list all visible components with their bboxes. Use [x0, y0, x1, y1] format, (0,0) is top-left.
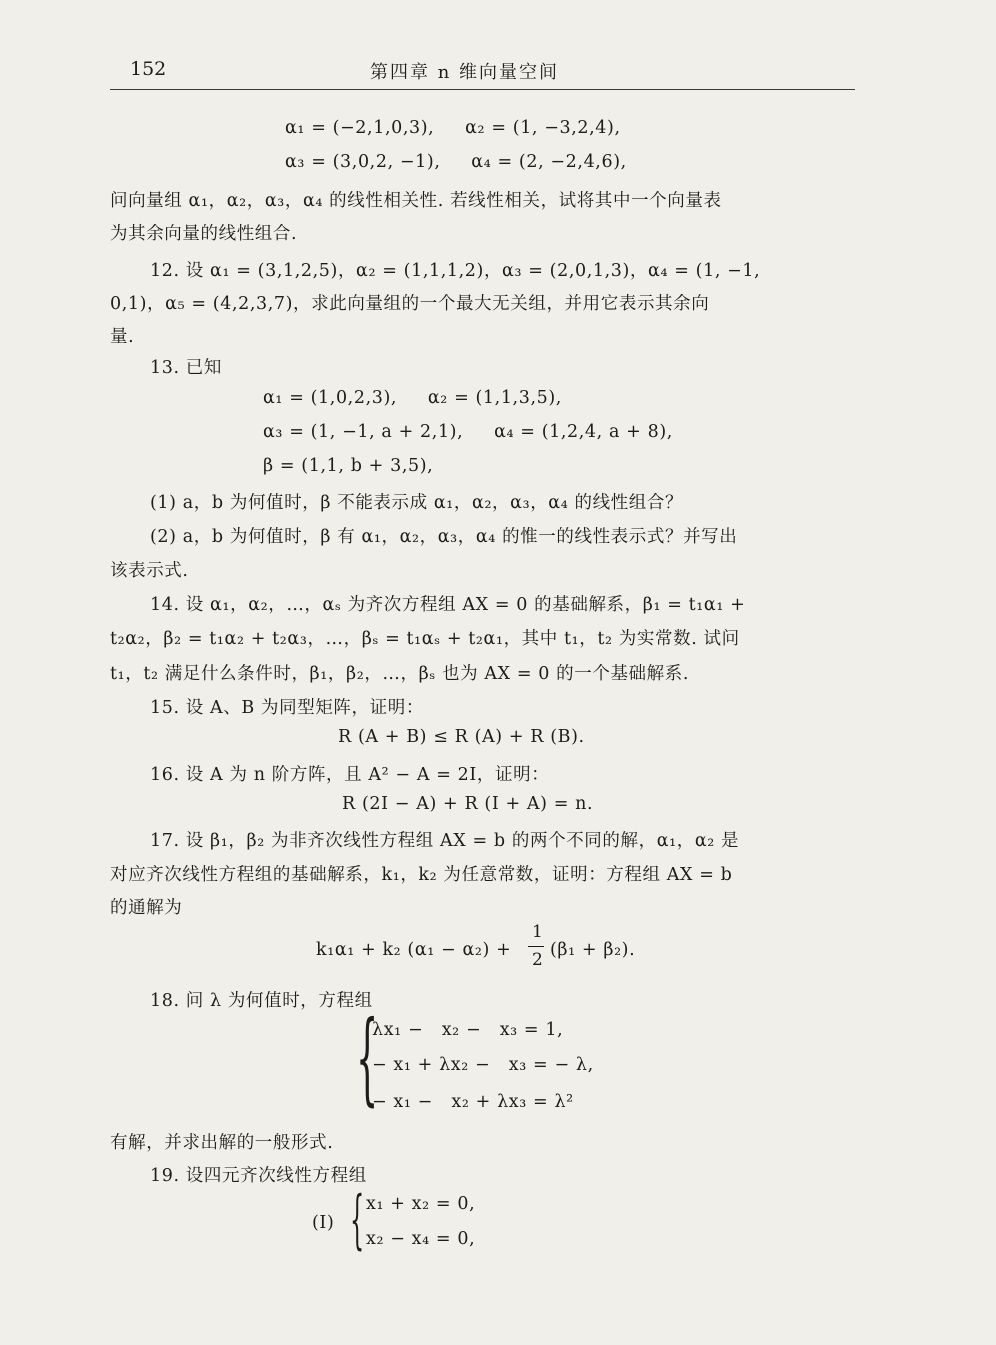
display-equation-right: (β₁ + β₂). [550, 940, 636, 960]
exercise-17-line: 17. 设 β₁，β₂ 为非齐次线性方程组 AX = b 的两个不同的解，α₁，α₂ 是 [150, 831, 740, 851]
paragraph-line: 该表示式. [110, 561, 189, 581]
paragraph-line: 0,1)，α₅ = (4,2,3,7)，求此向量组的一个最大无关组，并用它表示其余向 [110, 294, 710, 314]
vector-definition-line: α₃ = (1, −1, a + 2,1), α₄ = (1,2,4, a + 8), [263, 422, 673, 442]
paragraph-line: 对应齐次线性方程组的基础解系，k₁，k₂ 为任意常数，证明：方程组 AX = b [110, 865, 733, 885]
system-equation-row: x₂ − x₄ = 0, [366, 1229, 476, 1249]
sub-question-line: (2) a，b 为何值时，β 有 α₁，α₂，α₃，α₄ 的惟一的线性表示式？并写出 [150, 527, 738, 547]
fraction-denominator: 2 [532, 950, 543, 970]
system-brace: { [356, 999, 379, 1116]
display-equation-left: k₁α₁ + k₂ (α₁ − α₂) + [316, 940, 512, 960]
chapter-running-head: 第四章 n 维向量空间 [370, 62, 560, 83]
vector-definition-line: α₃ = (3,0,2, −1), α₄ = (2, −2,4,6), [285, 152, 627, 172]
paragraph-line: 有解，并求出解的一般形式. [110, 1133, 334, 1153]
vector-definition-line: β = (1,1, b + 3,5), [263, 456, 434, 476]
fraction-bar [528, 946, 544, 947]
exercise-15-line: 15. 设 A、B 为同型矩阵，证明： [150, 698, 424, 718]
system-equation-row: x₁ + x₂ = 0, [366, 1194, 476, 1214]
exercise-18-line: 18. 问 λ 为何值时，方程组 [150, 991, 373, 1011]
display-equation: R (2I − A) + R (I + A) = n. [342, 794, 594, 814]
page-header [110, 58, 855, 88]
system-equation-row: − x₁ − x₂ + λx₃ = λ² [372, 1092, 574, 1112]
fraction-numerator: 1 [532, 922, 543, 942]
display-equation: R (A + B) ≤ R (A) + R (B). [338, 727, 585, 747]
paragraph-line: 量. [110, 327, 135, 347]
vector-definition-line: α₁ = (1,0,2,3), α₂ = (1,1,3,5), [263, 388, 562, 408]
system-label: (Ⅰ) [312, 1213, 335, 1233]
page-number: 152 [130, 58, 167, 80]
sub-question-line: (1) a，b 为何值时，β 不能表示成 α₁，α₂，α₃，α₄ 的线性组合？ [150, 493, 684, 513]
system-equation-row: λx₁ − x₂ − x₃ = 1, [372, 1020, 564, 1040]
exercise-13-line: 13. 已知 [150, 358, 222, 378]
system-brace: { [350, 1183, 365, 1257]
paragraph-line: 问向量组 α₁，α₂，α₃，α₄ 的线性相关性. 若线性相关，试将其中一个向量表 [110, 191, 722, 211]
paragraph-line: 为其余向量的线性组合. [110, 224, 298, 244]
header-rule [110, 89, 855, 90]
paragraph-line: 的通解为 [110, 898, 183, 918]
exercise-12-line: 12. 设 α₁ = (3,1,2,5)，α₂ = (1,1,1,2)，α₃ = (2,0,1,3)，α₄ = (1, −1, [150, 261, 761, 281]
paragraph-line: t₁，t₂ 满足什么条件时，β₁，β₂，…，βₛ 也为 AX = 0 的一个基础解系. [110, 664, 690, 684]
paragraph-line: t₂α₂，β₂ = t₁α₂ + t₂α₃，…，βₛ = t₁αₛ + t₂α₁，其中 t₁，t₂ 为实常数. 试问 [110, 629, 740, 649]
exercise-19-line: 19. 设四元齐次线性方程组 [150, 1166, 367, 1186]
exercise-16-line: 16. 设 A 为 n 阶方阵，且 A² − A = 2I，证明： [150, 765, 550, 785]
system-equation-row: − x₁ + λx₂ − x₃ = − λ, [372, 1055, 594, 1075]
exercise-14-line: 14. 设 α₁，α₂，…，αₛ 为齐次方程组 AX = 0 的基础解系，β₁ = t₁α₁ + [150, 595, 746, 615]
vector-definition-line: α₁ = (−2,1,0,3), α₂ = (1, −3,2,4), [285, 118, 621, 138]
